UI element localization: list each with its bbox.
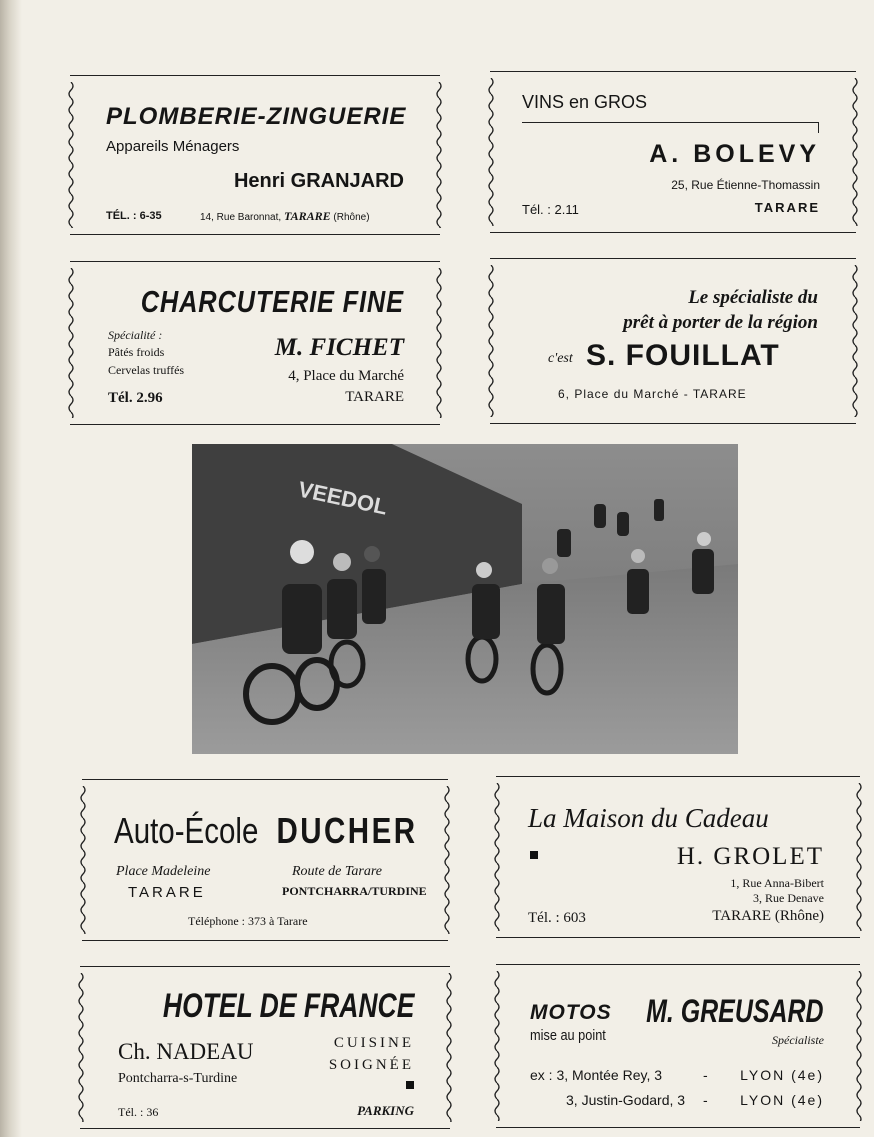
ad-subtitle: mise au point <box>530 1027 606 1044</box>
specialite-item: Cervelas truffés <box>108 363 185 377</box>
veedol-sign: VEEDOL <box>295 476 390 520</box>
ad-town: Pontcharra-s-Turdine <box>118 1071 238 1086</box>
bullet-square <box>406 1081 414 1089</box>
wavy-border-left <box>486 78 496 226</box>
ad-subtitle: Appareils Ménagers <box>106 138 240 155</box>
ad-title: CHARCUTERIE FINE <box>140 284 404 319</box>
wavy-border-left <box>78 786 88 934</box>
ad-city: TARARE <box>345 389 404 405</box>
specialite-label: Spécialité : <box>108 328 163 342</box>
ad-hotel-de-france <box>80 966 450 1129</box>
ad-role: Spécialiste <box>772 1033 824 1047</box>
address-street: ex : 3, Montée Rey, 3 <box>530 1067 663 1083</box>
wavy-border-left <box>492 783 502 931</box>
ad-address <box>200 209 370 224</box>
ad-fouillat <box>490 258 856 424</box>
wavy-border-right <box>442 786 452 934</box>
ad-phone: Tél. : 603 <box>528 910 586 926</box>
ad-motos-greusard <box>496 964 860 1128</box>
wavy-border-left <box>492 971 502 1121</box>
ad-phone: Tél. : 2.11 <box>522 202 579 217</box>
address-dash: - <box>703 1092 708 1108</box>
ad-address: 6, Place du Marché - TARARE <box>558 387 747 401</box>
title-part-b: DUCHER <box>276 810 418 851</box>
ad-owner-name: H. GROLET <box>676 843 824 870</box>
wavy-border-right <box>850 265 860 417</box>
wavy-border-right <box>434 268 444 418</box>
wavy-border-right <box>444 973 454 1122</box>
address-city: LYON (4e) <box>740 1092 824 1108</box>
motocross-photo <box>192 444 738 754</box>
ad-owner-name: M. GREUSARD <box>646 993 824 1029</box>
left-city: TARARE <box>128 884 206 901</box>
ad-owner-name: Ch. NADEAU <box>118 1039 254 1064</box>
ad-title: VINS en GROS <box>522 92 648 112</box>
ad-maison-du-cadeau <box>496 776 860 938</box>
ad-owner-name: M. FICHET <box>274 334 404 361</box>
ad-tagline: prêt à porter de la région <box>623 312 818 333</box>
left-location: Place Madeleine <box>116 864 211 879</box>
ad-city: TARARE <box>754 200 820 215</box>
ad-phone: Tél. 2.96 <box>108 390 163 406</box>
ad-owner-name: Henri GRANJARD <box>233 170 404 192</box>
wavy-border-right <box>854 783 864 931</box>
ad-owner-name: A. BOLEVY <box>649 140 820 168</box>
ad-title: La Maison du Cadeau <box>528 803 769 833</box>
ad-city: TARARE (Rhône) <box>712 908 824 924</box>
ad-title <box>114 810 418 852</box>
ad-auto-ecole <box>82 779 448 941</box>
parking-label: PARKING <box>357 1103 414 1118</box>
address-city: LYON (4e) <box>740 1067 824 1083</box>
address-city: TARARE <box>283 209 331 223</box>
address-street: 3, Justin-Godard, 3 <box>566 1092 686 1108</box>
ad-address: 1, Rue Anna-Bibert <box>730 876 824 890</box>
address-line-2 <box>566 1092 685 1108</box>
bullet-square <box>530 851 538 859</box>
ad-phone: Téléphone : 373 à Tarare <box>188 914 308 928</box>
address-line-1 <box>530 1067 662 1083</box>
wavy-border-right <box>854 971 864 1121</box>
ad-address: 25, Rue Étienne-Thomassin <box>671 178 820 192</box>
title-part-a: Auto-École <box>114 810 259 851</box>
cuisine-label: SOIGNÉE <box>328 1057 414 1073</box>
right-city: PONTCHARRA/TURDINE <box>282 884 427 898</box>
ad-phone: Tél. : 36 <box>118 1105 159 1119</box>
ad-address: 4, Place du Marché <box>288 368 404 384</box>
ad-owner-name: S. FOUILLAT <box>586 339 780 372</box>
wavy-border-right <box>434 82 444 228</box>
ad-title: HOTEL DE FRANCE <box>162 987 414 1025</box>
ad-plomberie-zinguerie <box>70 75 440 235</box>
wavy-border-left <box>66 268 76 418</box>
wavy-border-left <box>66 82 76 228</box>
address-street: 14, Rue Baronnat, <box>200 212 282 223</box>
ad-tagline: Le spécialiste du <box>688 287 818 308</box>
ad-phone: TÉL. : 6-35 <box>106 210 162 222</box>
wavy-border-left <box>76 973 86 1122</box>
ad-title: MOTOS <box>530 1001 612 1024</box>
ad-address: 3, Rue Denave <box>753 891 824 905</box>
cuisine-label: CUISINE <box>333 1035 414 1051</box>
specialite-item: Pâtés froids <box>108 345 165 359</box>
ad-cest: c'est <box>548 351 573 366</box>
wavy-border-left <box>486 265 496 417</box>
title-underline <box>522 122 819 133</box>
ad-title: PLOMBERIE-ZINGUERIE <box>106 103 407 130</box>
ad-charcuterie-fine <box>70 261 440 425</box>
wavy-border-right <box>850 78 860 226</box>
address-region: (Rhône) <box>333 212 370 223</box>
page-spine-shadow <box>0 0 22 1137</box>
address-dash: - <box>703 1067 708 1083</box>
ad-vins-en-gros <box>490 71 856 233</box>
right-location: Route de Tarare <box>292 864 382 879</box>
